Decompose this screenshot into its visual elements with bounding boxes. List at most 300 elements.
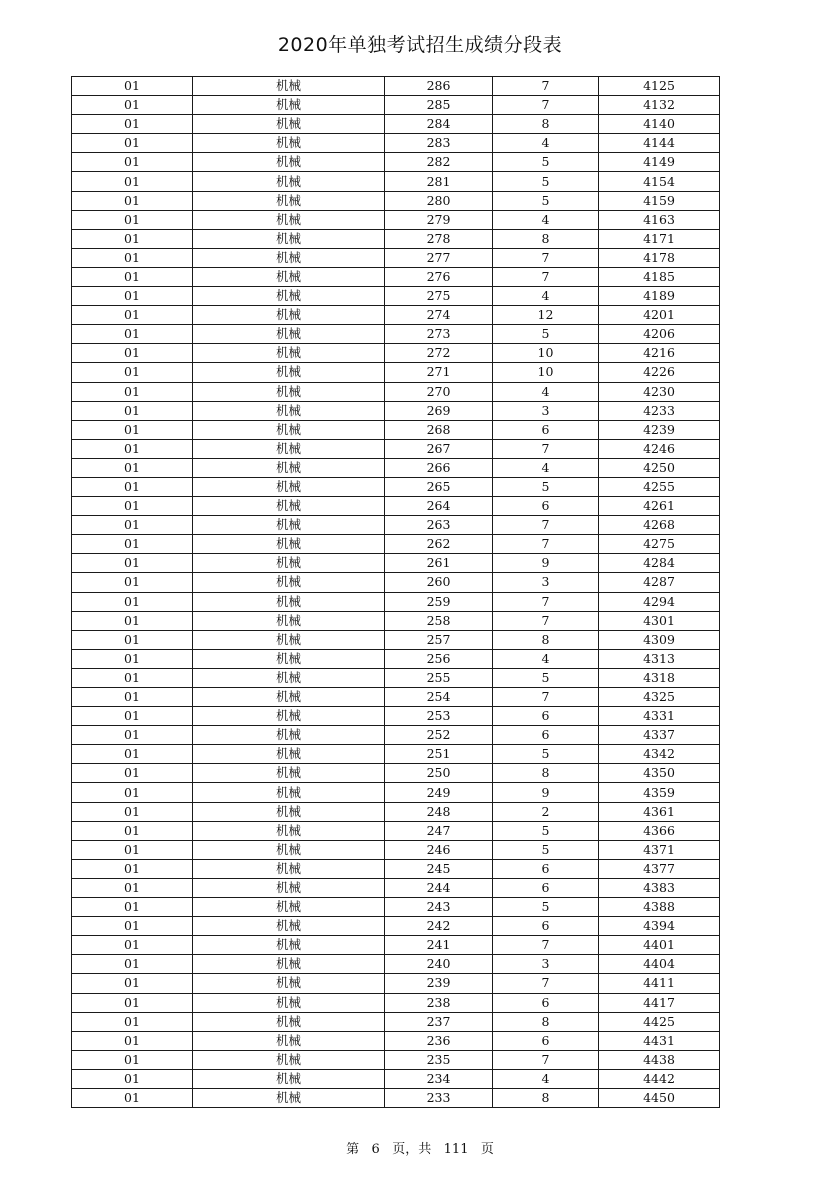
category-cell: 机械 <box>193 783 385 802</box>
score-cell: 273 <box>385 325 493 344</box>
cumulative-count-cell: 4366 <box>599 821 720 840</box>
category-cell: 机械 <box>193 229 385 248</box>
exam-code-cell: 01 <box>72 153 193 172</box>
cumulative-count-cell: 4417 <box>599 993 720 1012</box>
score-cell: 241 <box>385 936 493 955</box>
category-cell: 机械 <box>193 420 385 439</box>
table-row <box>72 783 720 802</box>
table-row <box>72 344 720 363</box>
table-row <box>72 535 720 554</box>
footer-suffix: 页 <box>480 1142 494 1157</box>
cumulative-count-cell: 4388 <box>599 898 720 917</box>
score-cell: 252 <box>385 726 493 745</box>
score-cell: 255 <box>385 668 493 687</box>
cumulative-count-cell: 4255 <box>599 477 720 496</box>
count-cell: 4 <box>493 210 599 229</box>
score-cell: 263 <box>385 516 493 535</box>
count-cell: 7 <box>493 688 599 707</box>
cumulative-count-cell: 4361 <box>599 802 720 821</box>
count-cell: 2 <box>493 802 599 821</box>
count-cell: 5 <box>493 191 599 210</box>
score-cell: 266 <box>385 458 493 477</box>
count-cell: 3 <box>493 401 599 420</box>
cumulative-count-cell: 4301 <box>599 611 720 630</box>
table-row <box>72 229 720 248</box>
category-cell: 机械 <box>193 382 385 401</box>
score-cell: 276 <box>385 267 493 286</box>
score-cell: 254 <box>385 688 493 707</box>
table-row <box>72 573 720 592</box>
table-row <box>72 420 720 439</box>
score-cell: 268 <box>385 420 493 439</box>
cumulative-count-cell: 4394 <box>599 917 720 936</box>
cumulative-count-cell: 4132 <box>599 96 720 115</box>
score-cell: 240 <box>385 955 493 974</box>
exam-code-cell: 01 <box>72 974 193 993</box>
cumulative-count-cell: 4125 <box>599 77 720 96</box>
category-cell: 机械 <box>193 802 385 821</box>
score-cell: 239 <box>385 974 493 993</box>
category-cell: 机械 <box>193 917 385 936</box>
category-cell: 机械 <box>193 325 385 344</box>
category-cell: 机械 <box>193 974 385 993</box>
score-cell: 234 <box>385 1069 493 1088</box>
count-cell: 5 <box>493 898 599 917</box>
table-row <box>72 649 720 668</box>
table-row <box>72 477 720 496</box>
category-cell: 机械 <box>193 287 385 306</box>
exam-code-cell: 01 <box>72 764 193 783</box>
category-cell: 机械 <box>193 210 385 229</box>
score-cell: 235 <box>385 1050 493 1069</box>
table-body <box>72 77 720 1108</box>
exam-code-cell: 01 <box>72 306 193 325</box>
category-cell: 机械 <box>193 1031 385 1050</box>
table-row <box>72 688 720 707</box>
exam-code-cell: 01 <box>72 458 193 477</box>
score-cell: 283 <box>385 134 493 153</box>
score-cell: 237 <box>385 1012 493 1031</box>
count-cell: 7 <box>493 535 599 554</box>
count-cell: 12 <box>493 306 599 325</box>
cumulative-count-cell: 4246 <box>599 439 720 458</box>
score-cell: 272 <box>385 344 493 363</box>
cumulative-count-cell: 4261 <box>599 497 720 516</box>
exam-code-cell: 01 <box>72 497 193 516</box>
score-cell: 261 <box>385 554 493 573</box>
category-cell: 机械 <box>193 668 385 687</box>
category-cell: 机械 <box>193 344 385 363</box>
category-cell: 机械 <box>193 535 385 554</box>
table-row <box>72 917 720 936</box>
table-row <box>72 191 720 210</box>
score-cell: 262 <box>385 535 493 554</box>
table-row <box>72 210 720 229</box>
table-row <box>72 974 720 993</box>
category-cell: 机械 <box>193 96 385 115</box>
score-distribution-table <box>71 76 720 1108</box>
cumulative-count-cell: 4425 <box>599 1012 720 1031</box>
score-cell: 238 <box>385 993 493 1012</box>
score-cell: 260 <box>385 573 493 592</box>
exam-code-cell: 01 <box>72 936 193 955</box>
score-cell: 245 <box>385 859 493 878</box>
exam-code-cell: 01 <box>72 573 193 592</box>
exam-code-cell: 01 <box>72 535 193 554</box>
cumulative-count-cell: 4337 <box>599 726 720 745</box>
exam-code-cell: 01 <box>72 878 193 897</box>
table-row <box>72 611 720 630</box>
category-cell: 机械 <box>193 573 385 592</box>
score-cell: 244 <box>385 878 493 897</box>
cumulative-count-cell: 4233 <box>599 401 720 420</box>
score-cell: 265 <box>385 477 493 496</box>
score-cell: 264 <box>385 497 493 516</box>
cumulative-count-cell: 4350 <box>599 764 720 783</box>
table-row <box>72 1069 720 1088</box>
category-cell: 机械 <box>193 764 385 783</box>
cumulative-count-cell: 4284 <box>599 554 720 573</box>
cumulative-count-cell: 4149 <box>599 153 720 172</box>
cumulative-count-cell: 4325 <box>599 688 720 707</box>
cumulative-count-cell: 4230 <box>599 382 720 401</box>
count-cell: 8 <box>493 764 599 783</box>
exam-code-cell: 01 <box>72 420 193 439</box>
count-cell: 5 <box>493 745 599 764</box>
exam-code-cell: 01 <box>72 134 193 153</box>
table-row <box>72 267 720 286</box>
table-row <box>72 936 720 955</box>
cumulative-count-cell: 4185 <box>599 267 720 286</box>
count-cell: 8 <box>493 115 599 134</box>
count-cell: 7 <box>493 1050 599 1069</box>
score-cell: 259 <box>385 592 493 611</box>
count-cell: 6 <box>493 420 599 439</box>
cumulative-count-cell: 4377 <box>599 859 720 878</box>
cumulative-count-cell: 4331 <box>599 707 720 726</box>
cumulative-count-cell: 4431 <box>599 1031 720 1050</box>
category-cell: 机械 <box>193 1069 385 1088</box>
table-row <box>72 898 720 917</box>
cumulative-count-cell: 4154 <box>599 172 720 191</box>
table-row <box>72 516 720 535</box>
category-cell: 机械 <box>193 401 385 420</box>
category-cell: 机械 <box>193 859 385 878</box>
count-cell: 6 <box>493 859 599 878</box>
category-cell: 机械 <box>193 248 385 267</box>
exam-code-cell: 01 <box>72 611 193 630</box>
category-cell: 机械 <box>193 306 385 325</box>
table-row <box>72 1050 720 1069</box>
category-cell: 机械 <box>193 477 385 496</box>
cumulative-count-cell: 4178 <box>599 248 720 267</box>
cumulative-count-cell: 4450 <box>599 1088 720 1107</box>
table-row <box>72 554 720 573</box>
cumulative-count-cell: 4383 <box>599 878 720 897</box>
count-cell: 9 <box>493 783 599 802</box>
category-cell: 机械 <box>193 172 385 191</box>
exam-code-cell: 01 <box>72 707 193 726</box>
table-row <box>72 802 720 821</box>
score-cell: 269 <box>385 401 493 420</box>
cumulative-count-cell: 4275 <box>599 535 720 554</box>
exam-code-cell: 01 <box>72 325 193 344</box>
count-cell: 8 <box>493 1088 599 1107</box>
exam-code-cell: 01 <box>72 840 193 859</box>
category-cell: 机械 <box>193 878 385 897</box>
exam-code-cell: 01 <box>72 917 193 936</box>
exam-code-cell: 01 <box>72 1031 193 1050</box>
table-row <box>72 401 720 420</box>
table-row <box>72 668 720 687</box>
table-row <box>72 248 720 267</box>
cumulative-count-cell: 4371 <box>599 840 720 859</box>
cumulative-count-cell: 4144 <box>599 134 720 153</box>
count-cell: 7 <box>493 974 599 993</box>
cumulative-count-cell: 4442 <box>599 1069 720 1088</box>
count-cell: 6 <box>493 726 599 745</box>
score-cell: 280 <box>385 191 493 210</box>
table-row <box>72 439 720 458</box>
exam-code-cell: 01 <box>72 554 193 573</box>
exam-code-cell: 01 <box>72 382 193 401</box>
table-row <box>72 592 720 611</box>
cumulative-count-cell: 4250 <box>599 458 720 477</box>
table-row <box>72 363 720 382</box>
category-cell: 机械 <box>193 458 385 477</box>
category-cell: 机械 <box>193 630 385 649</box>
category-cell: 机械 <box>193 77 385 96</box>
count-cell: 4 <box>493 649 599 668</box>
cumulative-count-cell: 4309 <box>599 630 720 649</box>
count-cell: 5 <box>493 325 599 344</box>
score-cell: 233 <box>385 1088 493 1107</box>
count-cell: 7 <box>493 77 599 96</box>
category-cell: 机械 <box>193 1012 385 1031</box>
exam-code-cell: 01 <box>72 745 193 764</box>
score-cell: 278 <box>385 229 493 248</box>
cumulative-count-cell: 4313 <box>599 649 720 668</box>
count-cell: 8 <box>493 1012 599 1031</box>
score-cell: 277 <box>385 248 493 267</box>
count-cell: 7 <box>493 936 599 955</box>
cumulative-count-cell: 4226 <box>599 363 720 382</box>
count-cell: 7 <box>493 248 599 267</box>
table-row <box>72 993 720 1012</box>
footer-middle: 页，共 <box>392 1142 432 1157</box>
cumulative-count-cell: 4140 <box>599 115 720 134</box>
category-cell: 机械 <box>193 363 385 382</box>
count-cell: 3 <box>493 955 599 974</box>
exam-code-cell: 01 <box>72 1088 193 1107</box>
table-row <box>72 325 720 344</box>
score-cell: 250 <box>385 764 493 783</box>
table-row <box>72 153 720 172</box>
category-cell: 机械 <box>193 649 385 668</box>
cumulative-count-cell: 4239 <box>599 420 720 439</box>
count-cell: 7 <box>493 592 599 611</box>
table-row <box>72 859 720 878</box>
count-cell: 7 <box>493 96 599 115</box>
score-cell: 274 <box>385 306 493 325</box>
table-row <box>72 77 720 96</box>
count-cell: 4 <box>493 287 599 306</box>
cumulative-count-cell: 4438 <box>599 1050 720 1069</box>
cumulative-count-cell: 4189 <box>599 287 720 306</box>
score-cell: 281 <box>385 172 493 191</box>
count-cell: 6 <box>493 878 599 897</box>
table-row <box>72 306 720 325</box>
score-cell: 246 <box>385 840 493 859</box>
score-cell: 236 <box>385 1031 493 1050</box>
category-cell: 机械 <box>193 497 385 516</box>
count-cell: 6 <box>493 1031 599 1050</box>
score-cell: 257 <box>385 630 493 649</box>
count-cell: 6 <box>493 707 599 726</box>
cumulative-count-cell: 4201 <box>599 306 720 325</box>
table-row <box>72 840 720 859</box>
count-cell: 4 <box>493 134 599 153</box>
exam-code-cell: 01 <box>72 993 193 1012</box>
exam-code-cell: 01 <box>72 439 193 458</box>
count-cell: 5 <box>493 477 599 496</box>
score-cell: 282 <box>385 153 493 172</box>
cumulative-count-cell: 4268 <box>599 516 720 535</box>
count-cell: 5 <box>493 821 599 840</box>
score-cell: 247 <box>385 821 493 840</box>
count-cell: 7 <box>493 516 599 535</box>
category-cell: 机械 <box>193 1088 385 1107</box>
exam-code-cell: 01 <box>72 287 193 306</box>
count-cell: 4 <box>493 1069 599 1088</box>
exam-code-cell: 01 <box>72 344 193 363</box>
score-cell: 267 <box>385 439 493 458</box>
category-cell: 机械 <box>193 611 385 630</box>
cumulative-count-cell: 4171 <box>599 229 720 248</box>
table-row <box>72 287 720 306</box>
exam-code-cell: 01 <box>72 77 193 96</box>
count-cell: 5 <box>493 153 599 172</box>
score-cell: 256 <box>385 649 493 668</box>
exam-code-cell: 01 <box>72 516 193 535</box>
score-cell: 258 <box>385 611 493 630</box>
page-title: 2020年单独考试招生成绩分段表 <box>277 34 563 56</box>
cumulative-count-cell: 4159 <box>599 191 720 210</box>
table-row <box>72 764 720 783</box>
cumulative-count-cell: 4342 <box>599 745 720 764</box>
exam-code-cell: 01 <box>72 802 193 821</box>
table-row <box>72 707 720 726</box>
exam-code-cell: 01 <box>72 172 193 191</box>
category-cell: 机械 <box>193 516 385 535</box>
score-cell: 248 <box>385 802 493 821</box>
category-cell: 机械 <box>193 267 385 286</box>
category-cell: 机械 <box>193 688 385 707</box>
table-row <box>72 745 720 764</box>
category-cell: 机械 <box>193 840 385 859</box>
exam-code-cell: 01 <box>72 248 193 267</box>
table-row <box>72 1088 720 1107</box>
count-cell: 10 <box>493 344 599 363</box>
score-cell: 251 <box>385 745 493 764</box>
exam-code-cell: 01 <box>72 821 193 840</box>
score-cell: 253 <box>385 707 493 726</box>
exam-code-cell: 01 <box>72 898 193 917</box>
table-row <box>72 1012 720 1031</box>
score-cell: 285 <box>385 96 493 115</box>
category-cell: 机械 <box>193 115 385 134</box>
count-cell: 7 <box>493 611 599 630</box>
cumulative-count-cell: 4287 <box>599 573 720 592</box>
exam-code-cell: 01 <box>72 859 193 878</box>
cumulative-count-cell: 4318 <box>599 668 720 687</box>
count-cell: 8 <box>493 229 599 248</box>
category-cell: 机械 <box>193 153 385 172</box>
count-cell: 6 <box>493 917 599 936</box>
score-cell: 249 <box>385 783 493 802</box>
category-cell: 机械 <box>193 554 385 573</box>
footer-page-number: 6 <box>371 1142 380 1157</box>
score-cell: 284 <box>385 115 493 134</box>
category-cell: 机械 <box>193 821 385 840</box>
table-row <box>72 172 720 191</box>
category-cell: 机械 <box>193 191 385 210</box>
cumulative-count-cell: 4294 <box>599 592 720 611</box>
score-cell: 279 <box>385 210 493 229</box>
category-cell: 机械 <box>193 993 385 1012</box>
count-cell: 8 <box>493 630 599 649</box>
category-cell: 机械 <box>193 134 385 153</box>
category-cell: 机械 <box>193 439 385 458</box>
category-cell: 机械 <box>193 1050 385 1069</box>
score-cell: 270 <box>385 382 493 401</box>
cumulative-count-cell: 4411 <box>599 974 720 993</box>
exam-code-cell: 01 <box>72 1069 193 1088</box>
exam-code-cell: 01 <box>72 955 193 974</box>
count-cell: 6 <box>493 993 599 1012</box>
score-cell: 271 <box>385 363 493 382</box>
count-cell: 7 <box>493 439 599 458</box>
exam-code-cell: 01 <box>72 688 193 707</box>
category-cell: 机械 <box>193 745 385 764</box>
cumulative-count-cell: 4401 <box>599 936 720 955</box>
category-cell: 机械 <box>193 592 385 611</box>
category-cell: 机械 <box>193 726 385 745</box>
count-cell: 7 <box>493 267 599 286</box>
exam-code-cell: 01 <box>72 267 193 286</box>
exam-code-cell: 01 <box>72 115 193 134</box>
exam-code-cell: 01 <box>72 1012 193 1031</box>
exam-code-cell: 01 <box>72 630 193 649</box>
table-row <box>72 497 720 516</box>
count-cell: 6 <box>493 497 599 516</box>
table-row <box>72 134 720 153</box>
score-cell: 275 <box>385 287 493 306</box>
category-cell: 机械 <box>193 898 385 917</box>
table-row <box>72 458 720 477</box>
category-cell: 机械 <box>193 936 385 955</box>
count-cell: 5 <box>493 172 599 191</box>
exam-code-cell: 01 <box>72 726 193 745</box>
score-cell: 286 <box>385 77 493 96</box>
table-row <box>72 630 720 649</box>
cumulative-count-cell: 4359 <box>599 783 720 802</box>
cumulative-count-cell: 4404 <box>599 955 720 974</box>
table-row <box>72 1031 720 1050</box>
exam-code-cell: 01 <box>72 783 193 802</box>
table-row <box>72 96 720 115</box>
exam-code-cell: 01 <box>72 668 193 687</box>
